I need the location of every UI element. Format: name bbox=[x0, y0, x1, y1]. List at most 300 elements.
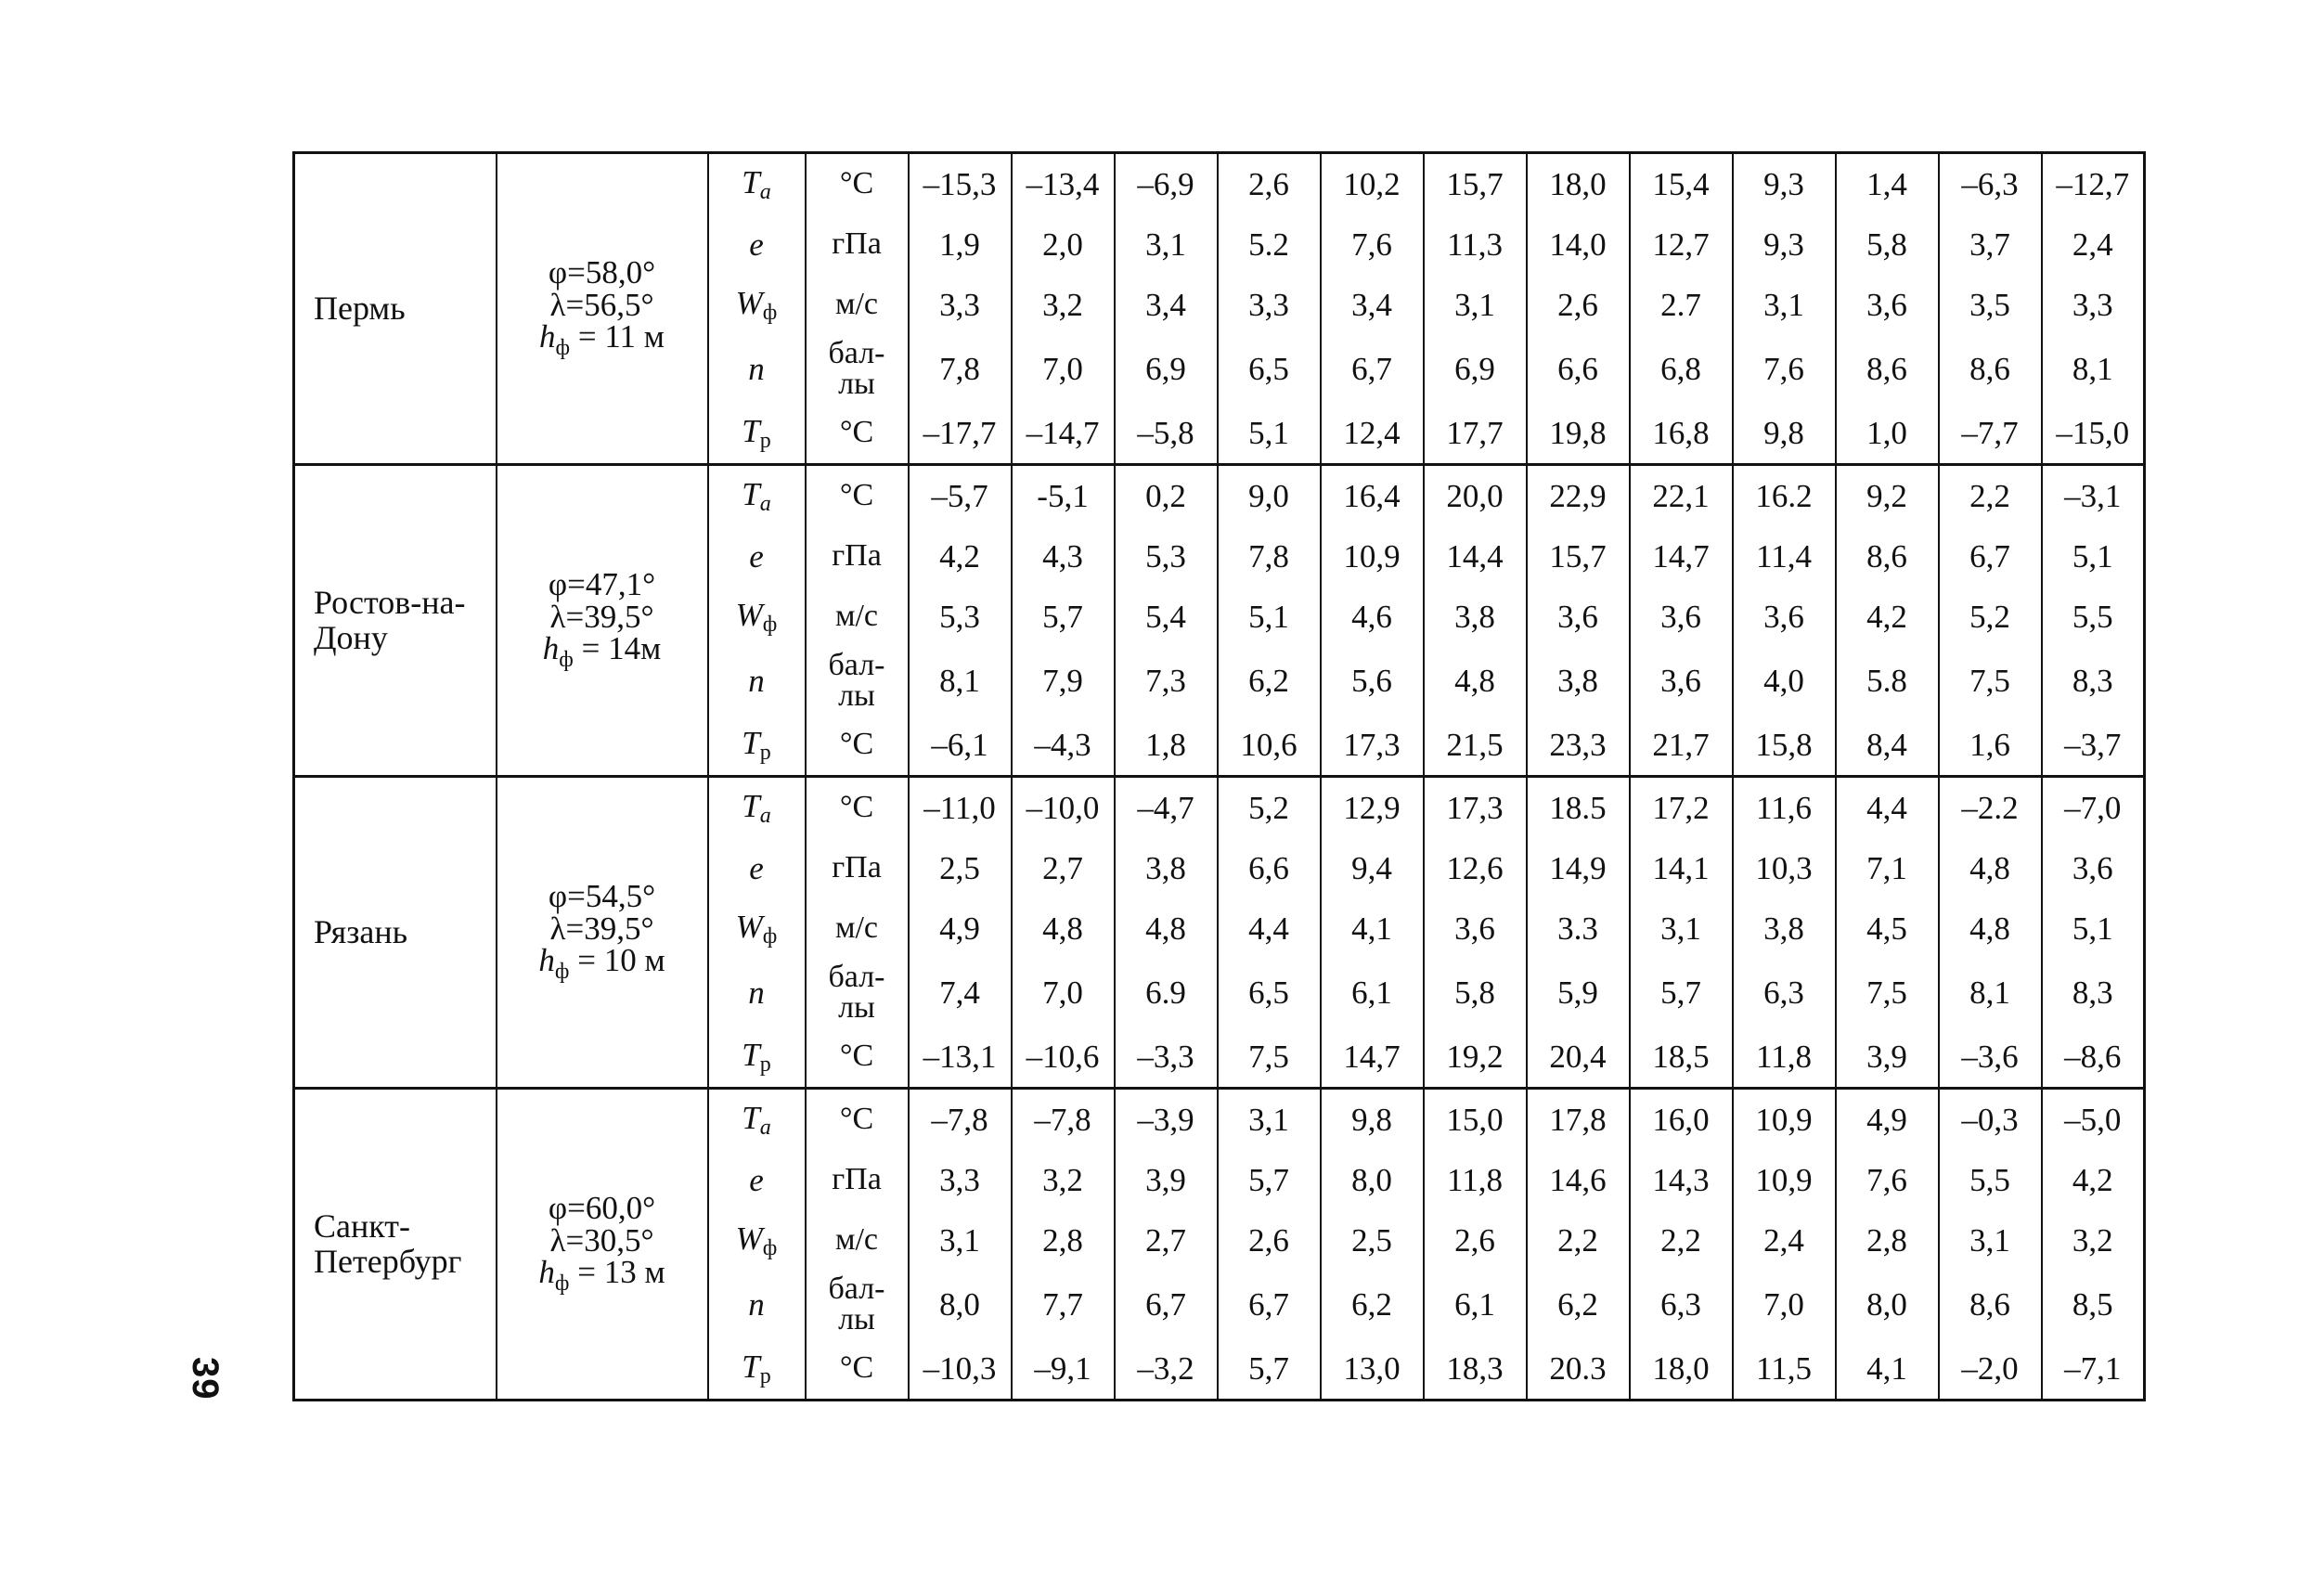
value-cell: 2,6 bbox=[1218, 1210, 1321, 1271]
value-cell: 20,4 bbox=[1527, 1026, 1630, 1089]
value-cell: 16,4 bbox=[1321, 465, 1424, 527]
value-cell: 4,8 bbox=[1012, 898, 1115, 959]
value-cell: 2,7 bbox=[1012, 838, 1115, 898]
parameter-symbol: $W_ф$ bbox=[708, 1210, 806, 1271]
value-cell: 3,2 bbox=[2042, 1210, 2145, 1271]
unit-label: гПа bbox=[806, 1150, 909, 1210]
table-row bbox=[294, 465, 2145, 527]
value-cell: –7,7 bbox=[1939, 403, 2042, 465]
value-cell: 15,7 bbox=[1424, 153, 1527, 215]
unit-label: °С bbox=[806, 403, 909, 465]
parameter-symbol: n bbox=[708, 647, 806, 715]
value-cell: 3,3 bbox=[2042, 275, 2145, 335]
value-cell: –17,7 bbox=[909, 403, 1012, 465]
value-cell: 2,5 bbox=[909, 838, 1012, 898]
value-cell: 8,1 bbox=[909, 647, 1012, 715]
coordinate-line: $h_ф = 13$ м bbox=[538, 1254, 665, 1297]
value-cell: 9,3 bbox=[1733, 214, 1836, 275]
value-cell: 4,6 bbox=[1321, 587, 1424, 647]
coordinate-line: λ=39,5° bbox=[549, 598, 654, 635]
unit-label: м/с bbox=[806, 587, 909, 647]
value-cell: 16,0 bbox=[1630, 1089, 1733, 1151]
value-cell: 8,6 bbox=[1836, 526, 1939, 587]
value-cell: 6,6 bbox=[1527, 335, 1630, 403]
table-row bbox=[294, 153, 2145, 215]
value-cell: 20.3 bbox=[1527, 1338, 1630, 1401]
city-name: Рязань bbox=[294, 777, 497, 1089]
parameter-symbol: n bbox=[708, 959, 806, 1026]
station-coordinates bbox=[497, 777, 708, 1089]
value-cell: 5,1 bbox=[1218, 403, 1321, 465]
value-cell: 7,8 bbox=[909, 335, 1012, 403]
value-cell: 3,9 bbox=[1115, 1150, 1218, 1210]
value-cell: 5.8 bbox=[1836, 647, 1939, 715]
value-cell: 3,8 bbox=[1115, 838, 1218, 898]
value-cell: 6,3 bbox=[1630, 1271, 1733, 1338]
value-cell: –3,3 bbox=[1115, 1026, 1218, 1089]
value-cell: 2,4 bbox=[2042, 214, 2145, 275]
value-cell: 19,8 bbox=[1527, 403, 1630, 465]
value-cell: 4,4 bbox=[1836, 777, 1939, 839]
value-cell: 14,7 bbox=[1321, 1026, 1424, 1089]
value-cell: 1,4 bbox=[1836, 153, 1939, 215]
value-cell: 15,0 bbox=[1424, 1089, 1527, 1151]
unit-label: гПа bbox=[806, 838, 909, 898]
value-cell: 3,8 bbox=[1527, 647, 1630, 715]
value-cell: 10,9 bbox=[1733, 1089, 1836, 1151]
value-cell: 5,1 bbox=[1218, 587, 1321, 647]
unit-label: м/с bbox=[806, 1210, 909, 1271]
value-cell: –3,9 bbox=[1115, 1089, 1218, 1151]
city-name: Пермь bbox=[294, 153, 497, 465]
value-cell: 3,1 bbox=[909, 1210, 1012, 1271]
value-cell: 17,8 bbox=[1527, 1089, 1630, 1151]
value-cell: 0,2 bbox=[1115, 465, 1218, 527]
value-cell: 7,6 bbox=[1733, 335, 1836, 403]
coordinate-line: $h_ф = 10$ м bbox=[538, 942, 665, 985]
value-cell: 5,5 bbox=[1939, 1150, 2042, 1210]
parameter-symbol: $W_ф$ bbox=[708, 898, 806, 959]
value-cell: 8,3 bbox=[2042, 647, 2145, 715]
coordinate-line: φ=54,5° bbox=[548, 878, 656, 915]
table-row bbox=[294, 1089, 2145, 1151]
climate-data-table bbox=[292, 151, 2146, 1401]
value-cell: –5,7 bbox=[909, 465, 1012, 527]
value-cell: 4,8 bbox=[1939, 898, 2042, 959]
value-cell: 15,7 bbox=[1527, 526, 1630, 587]
value-cell: 7,4 bbox=[909, 959, 1012, 1026]
value-cell: 6.9 bbox=[1115, 959, 1218, 1026]
parameter-symbol: e bbox=[708, 1150, 806, 1210]
value-cell: 4,2 bbox=[2042, 1150, 2145, 1210]
value-cell: 2,0 bbox=[1012, 214, 1115, 275]
value-cell: 7,7 bbox=[1012, 1271, 1115, 1338]
parameter-symbol: $T_р$ bbox=[708, 1338, 806, 1401]
coordinate-line: φ=60,0° bbox=[548, 1190, 656, 1227]
value-cell: 6,2 bbox=[1527, 1271, 1630, 1338]
value-cell: 5,4 bbox=[1115, 587, 1218, 647]
value-cell: 5,6 bbox=[1321, 647, 1424, 715]
value-cell: –10,3 bbox=[909, 1338, 1012, 1401]
value-cell: 18,0 bbox=[1527, 153, 1630, 215]
value-cell: 3,3 bbox=[909, 275, 1012, 335]
value-cell: 11,8 bbox=[1733, 1026, 1836, 1089]
value-cell: 14,9 bbox=[1527, 838, 1630, 898]
value-cell: 4,2 bbox=[909, 526, 1012, 587]
value-cell: 4,8 bbox=[1115, 898, 1218, 959]
value-cell: –7,0 bbox=[2042, 777, 2145, 839]
value-cell: –10,6 bbox=[1012, 1026, 1115, 1089]
value-cell: –5,8 bbox=[1115, 403, 1218, 465]
value-cell: 3,9 bbox=[1836, 1026, 1939, 1089]
value-cell: –4,7 bbox=[1115, 777, 1218, 839]
value-cell: 3,1 bbox=[1218, 1089, 1321, 1151]
unit-label: °С bbox=[806, 153, 909, 215]
value-cell: 12,6 bbox=[1424, 838, 1527, 898]
value-cell: 4,0 bbox=[1733, 647, 1836, 715]
value-cell: 6,7 bbox=[1939, 526, 2042, 587]
value-cell: –4,3 bbox=[1012, 715, 1115, 777]
value-cell: –5,0 bbox=[2042, 1089, 2145, 1151]
value-cell: 1,0 bbox=[1836, 403, 1939, 465]
unit-label: м/с bbox=[806, 898, 909, 959]
value-cell: 3,4 bbox=[1321, 275, 1424, 335]
value-cell: 9,3 bbox=[1733, 153, 1836, 215]
value-cell: 6,5 bbox=[1218, 335, 1321, 403]
value-cell: 6,1 bbox=[1424, 1271, 1527, 1338]
value-cell: 11,4 bbox=[1733, 526, 1836, 587]
value-cell: 2,6 bbox=[1218, 153, 1321, 215]
value-cell: 17,3 bbox=[1321, 715, 1424, 777]
value-cell: 5,2 bbox=[1218, 777, 1321, 839]
value-cell: 6,7 bbox=[1115, 1271, 1218, 1338]
value-cell: 4,2 bbox=[1836, 587, 1939, 647]
value-cell: 21,5 bbox=[1424, 715, 1527, 777]
value-cell: 7,5 bbox=[1218, 1026, 1321, 1089]
parameter-symbol: $T_a$ bbox=[708, 1089, 806, 1151]
value-cell: 15,8 bbox=[1733, 715, 1836, 777]
value-cell: –9,1 bbox=[1012, 1338, 1115, 1401]
value-cell: –7,8 bbox=[909, 1089, 1012, 1151]
value-cell: –0,3 bbox=[1939, 1089, 2042, 1151]
value-cell: 14,3 bbox=[1630, 1150, 1733, 1210]
value-cell: –11,0 bbox=[909, 777, 1012, 839]
parameter-symbol: $W_ф$ bbox=[708, 587, 806, 647]
value-cell: 3.3 bbox=[1527, 898, 1630, 959]
value-cell: 6,2 bbox=[1321, 1271, 1424, 1338]
value-cell: 7,5 bbox=[1836, 959, 1939, 1026]
value-cell: 9,0 bbox=[1218, 465, 1321, 527]
value-cell: 3,1 bbox=[1115, 214, 1218, 275]
unit-label: бал- лы bbox=[806, 647, 909, 715]
parameter-symbol: $T_р$ bbox=[708, 403, 806, 465]
value-cell: 10,9 bbox=[1321, 526, 1424, 587]
value-cell: 6,8 bbox=[1630, 335, 1733, 403]
value-cell: –14,7 bbox=[1012, 403, 1115, 465]
value-cell: 11,6 bbox=[1733, 777, 1836, 839]
value-cell: 13,0 bbox=[1321, 1338, 1424, 1401]
value-cell: -5,1 bbox=[1012, 465, 1115, 527]
value-cell: 8,6 bbox=[1836, 335, 1939, 403]
value-cell: 5,7 bbox=[1630, 959, 1733, 1026]
value-cell: 2,5 bbox=[1321, 1210, 1424, 1271]
value-cell: 10,6 bbox=[1218, 715, 1321, 777]
value-cell: 8,1 bbox=[1939, 959, 2042, 1026]
value-cell: 4,1 bbox=[1321, 898, 1424, 959]
value-cell: 21,7 bbox=[1630, 715, 1733, 777]
value-cell: 8,0 bbox=[1836, 1271, 1939, 1338]
value-cell: 7,0 bbox=[1012, 335, 1115, 403]
value-cell: 2,8 bbox=[1836, 1210, 1939, 1271]
value-cell: 3,3 bbox=[909, 1150, 1012, 1210]
value-cell: 3,6 bbox=[1733, 587, 1836, 647]
value-cell: 1,6 bbox=[1939, 715, 2042, 777]
value-cell: –2,0 bbox=[1939, 1338, 2042, 1401]
value-cell: 6,3 bbox=[1733, 959, 1836, 1026]
unit-label: °С bbox=[806, 715, 909, 777]
unit-label: гПа bbox=[806, 214, 909, 275]
value-cell: 5,8 bbox=[1424, 959, 1527, 1026]
value-cell: 17,7 bbox=[1424, 403, 1527, 465]
city-name: Санкт-Петербург bbox=[294, 1089, 497, 1401]
value-cell: –15,0 bbox=[2042, 403, 2145, 465]
value-cell: 11,3 bbox=[1424, 214, 1527, 275]
value-cell: 6,7 bbox=[1321, 335, 1424, 403]
value-cell: 6,2 bbox=[1218, 647, 1321, 715]
value-cell: 1,8 bbox=[1115, 715, 1218, 777]
parameter-symbol: $T_р$ bbox=[708, 1026, 806, 1089]
value-cell: 4,8 bbox=[1939, 838, 2042, 898]
value-cell: 8,3 bbox=[2042, 959, 2145, 1026]
table-row bbox=[294, 777, 2145, 839]
value-cell: 5,7 bbox=[1218, 1338, 1321, 1401]
unit-label: °С bbox=[806, 1026, 909, 1089]
value-cell: –12,7 bbox=[2042, 153, 2145, 215]
coordinate-line: φ=58,0° bbox=[548, 254, 656, 291]
value-cell: 3,6 bbox=[1527, 587, 1630, 647]
value-cell: 11,5 bbox=[1733, 1338, 1836, 1401]
value-cell: 8,0 bbox=[909, 1271, 1012, 1338]
value-cell: 4,8 bbox=[1424, 647, 1527, 715]
value-cell: 2,2 bbox=[1527, 1210, 1630, 1271]
value-cell: 7,5 bbox=[1939, 647, 2042, 715]
value-cell: 4,3 bbox=[1012, 526, 1115, 587]
value-cell: 14,4 bbox=[1424, 526, 1527, 587]
value-cell: 6,1 bbox=[1321, 959, 1424, 1026]
value-cell: 4,9 bbox=[1836, 1089, 1939, 1151]
coordinate-line: $h_ф = 11$ м bbox=[539, 318, 665, 361]
value-cell: 6,5 bbox=[1218, 959, 1321, 1026]
value-cell: 3,8 bbox=[1733, 898, 1836, 959]
value-cell: –6,9 bbox=[1115, 153, 1218, 215]
value-cell: 17,3 bbox=[1424, 777, 1527, 839]
value-cell: 6,9 bbox=[1424, 335, 1527, 403]
parameter-symbol: $W_ф$ bbox=[708, 275, 806, 335]
coordinate-line: λ=56,5° bbox=[549, 286, 654, 323]
value-cell: 14,1 bbox=[1630, 838, 1733, 898]
value-cell: –15,3 bbox=[909, 153, 1012, 215]
value-cell: 5,9 bbox=[1527, 959, 1630, 1026]
unit-label: бал- лы bbox=[806, 1271, 909, 1338]
value-cell: 3,6 bbox=[1424, 898, 1527, 959]
value-cell: 4,1 bbox=[1836, 1338, 1939, 1401]
value-cell: 22,1 bbox=[1630, 465, 1733, 527]
unit-label: °С bbox=[806, 1338, 909, 1401]
value-cell: 9,8 bbox=[1321, 1089, 1424, 1151]
value-cell: 3,3 bbox=[1218, 275, 1321, 335]
value-cell: 3,1 bbox=[1424, 275, 1527, 335]
value-cell: 6,9 bbox=[1115, 335, 1218, 403]
unit-label: м/с bbox=[806, 275, 909, 335]
parameter-symbol: e bbox=[708, 526, 806, 587]
value-cell: 10,2 bbox=[1321, 153, 1424, 215]
unit-label: °С bbox=[806, 1089, 909, 1151]
value-cell: 9,4 bbox=[1321, 838, 1424, 898]
value-cell: 3,6 bbox=[2042, 838, 2145, 898]
value-cell: 12,4 bbox=[1321, 403, 1424, 465]
value-cell: 18,5 bbox=[1630, 1026, 1733, 1089]
value-cell: 23,3 bbox=[1527, 715, 1630, 777]
value-cell: 2,8 bbox=[1012, 1210, 1115, 1271]
value-cell: 8,6 bbox=[1939, 335, 2042, 403]
value-cell: 9,2 bbox=[1836, 465, 1939, 527]
value-cell: 8,5 bbox=[2042, 1271, 2145, 1338]
unit-label: гПа bbox=[806, 526, 909, 587]
value-cell: 3,4 bbox=[1115, 275, 1218, 335]
parameter-symbol: $T_a$ bbox=[708, 777, 806, 839]
value-cell: –2.2 bbox=[1939, 777, 2042, 839]
value-cell: 5.2 bbox=[1218, 214, 1321, 275]
value-cell: 10,3 bbox=[1733, 838, 1836, 898]
value-cell: 10,9 bbox=[1733, 1150, 1836, 1210]
value-cell: 5,7 bbox=[1218, 1150, 1321, 1210]
value-cell: 2,7 bbox=[1115, 1210, 1218, 1271]
value-cell: –3,1 bbox=[2042, 465, 2145, 527]
parameter-symbol: e bbox=[708, 838, 806, 898]
value-cell: 7,6 bbox=[1836, 1150, 1939, 1210]
value-cell: 11,8 bbox=[1424, 1150, 1527, 1210]
value-cell: 3,6 bbox=[1836, 275, 1939, 335]
value-cell: 3,1 bbox=[1630, 898, 1733, 959]
value-cell: 6,7 bbox=[1218, 1271, 1321, 1338]
station-coordinates bbox=[497, 153, 708, 465]
value-cell: 2,6 bbox=[1424, 1210, 1527, 1271]
value-cell: 5,1 bbox=[2042, 898, 2145, 959]
value-cell: 16.2 bbox=[1733, 465, 1836, 527]
value-cell: –3,2 bbox=[1115, 1338, 1218, 1401]
parameter-symbol: n bbox=[708, 1271, 806, 1338]
coordinate-line: λ=39,5° bbox=[549, 910, 654, 947]
value-cell: 5,1 bbox=[2042, 526, 2145, 587]
parameter-symbol: n bbox=[708, 335, 806, 403]
value-cell: –6,3 bbox=[1939, 153, 2042, 215]
value-cell: 14,7 bbox=[1630, 526, 1733, 587]
value-cell: –13,4 bbox=[1012, 153, 1115, 215]
value-cell: 3,1 bbox=[1733, 275, 1836, 335]
unit-label: °С bbox=[806, 777, 909, 839]
coordinate-line: λ=30,5° bbox=[549, 1221, 654, 1259]
value-cell: 18,3 bbox=[1424, 1338, 1527, 1401]
value-cell: 9,8 bbox=[1733, 403, 1836, 465]
coordinate-line: $h_ф = 14м$ bbox=[542, 630, 662, 673]
value-cell: 3,1 bbox=[1939, 1210, 2042, 1271]
value-cell: 7,9 bbox=[1012, 647, 1115, 715]
unit-label: бал- лы bbox=[806, 959, 909, 1026]
value-cell: 5,2 bbox=[1939, 587, 2042, 647]
value-cell: 2,2 bbox=[1939, 465, 2042, 527]
unit-label: бал- лы bbox=[806, 335, 909, 403]
value-cell: 3,2 bbox=[1012, 275, 1115, 335]
value-cell: 7,0 bbox=[1733, 1271, 1836, 1338]
parameter-symbol: $T_р$ bbox=[708, 715, 806, 777]
value-cell: –10,0 bbox=[1012, 777, 1115, 839]
value-cell: 3,6 bbox=[1630, 647, 1733, 715]
value-cell: 17,2 bbox=[1630, 777, 1733, 839]
value-cell: 1,9 bbox=[909, 214, 1012, 275]
value-cell: 16,8 bbox=[1630, 403, 1733, 465]
station-coordinates bbox=[497, 465, 708, 777]
value-cell: 6,6 bbox=[1218, 838, 1321, 898]
value-cell: 7,3 bbox=[1115, 647, 1218, 715]
value-cell: 4,4 bbox=[1218, 898, 1321, 959]
value-cell: 8,1 bbox=[2042, 335, 2145, 403]
value-cell: –7,1 bbox=[2042, 1338, 2145, 1401]
unit-label: °С bbox=[806, 465, 909, 527]
value-cell: 7,8 bbox=[1218, 526, 1321, 587]
value-cell: –3,7 bbox=[2042, 715, 2145, 777]
value-cell: –6,1 bbox=[909, 715, 1012, 777]
value-cell: 3,6 bbox=[1630, 587, 1733, 647]
station-coordinates bbox=[497, 1089, 708, 1401]
parameter-symbol: $T_a$ bbox=[708, 465, 806, 527]
value-cell: –3,6 bbox=[1939, 1026, 2042, 1089]
value-cell: 2,2 bbox=[1630, 1210, 1733, 1271]
value-cell: 14,6 bbox=[1527, 1150, 1630, 1210]
value-cell: 5,7 bbox=[1012, 587, 1115, 647]
value-cell: 3,7 bbox=[1939, 214, 2042, 275]
value-cell: 4,9 bbox=[909, 898, 1012, 959]
value-cell: 22,9 bbox=[1527, 465, 1630, 527]
value-cell: 2,4 bbox=[1733, 1210, 1836, 1271]
value-cell: 12,7 bbox=[1630, 214, 1733, 275]
coordinate-line: φ=47,1° bbox=[548, 566, 656, 603]
value-cell: 14,0 bbox=[1527, 214, 1630, 275]
city-name: Ростов-на-Дону bbox=[294, 465, 497, 777]
value-cell: 18.5 bbox=[1527, 777, 1630, 839]
value-cell: 3,8 bbox=[1424, 587, 1527, 647]
value-cell: 7,0 bbox=[1012, 959, 1115, 1026]
value-cell: –8,6 bbox=[2042, 1026, 2145, 1089]
parameter-symbol: e bbox=[708, 214, 806, 275]
value-cell: 5,8 bbox=[1836, 214, 1939, 275]
value-cell: 4,5 bbox=[1836, 898, 1939, 959]
parameter-symbol: $T_a$ bbox=[708, 153, 806, 215]
value-cell: 8,6 bbox=[1939, 1271, 2042, 1338]
value-cell: 5,5 bbox=[2042, 587, 2145, 647]
value-cell: 2.7 bbox=[1630, 275, 1733, 335]
value-cell: –13,1 bbox=[909, 1026, 1012, 1089]
value-cell: 8,0 bbox=[1321, 1150, 1424, 1210]
value-cell: 18,0 bbox=[1630, 1338, 1733, 1401]
value-cell: 3,2 bbox=[1012, 1150, 1115, 1210]
value-cell: 12,9 bbox=[1321, 777, 1424, 839]
value-cell: 5,3 bbox=[1115, 526, 1218, 587]
value-cell: 5,3 bbox=[909, 587, 1012, 647]
value-cell: –7,8 bbox=[1012, 1089, 1115, 1151]
value-cell: 19,2 bbox=[1424, 1026, 1527, 1089]
value-cell: 7,6 bbox=[1321, 214, 1424, 275]
value-cell: 15,4 bbox=[1630, 153, 1733, 215]
